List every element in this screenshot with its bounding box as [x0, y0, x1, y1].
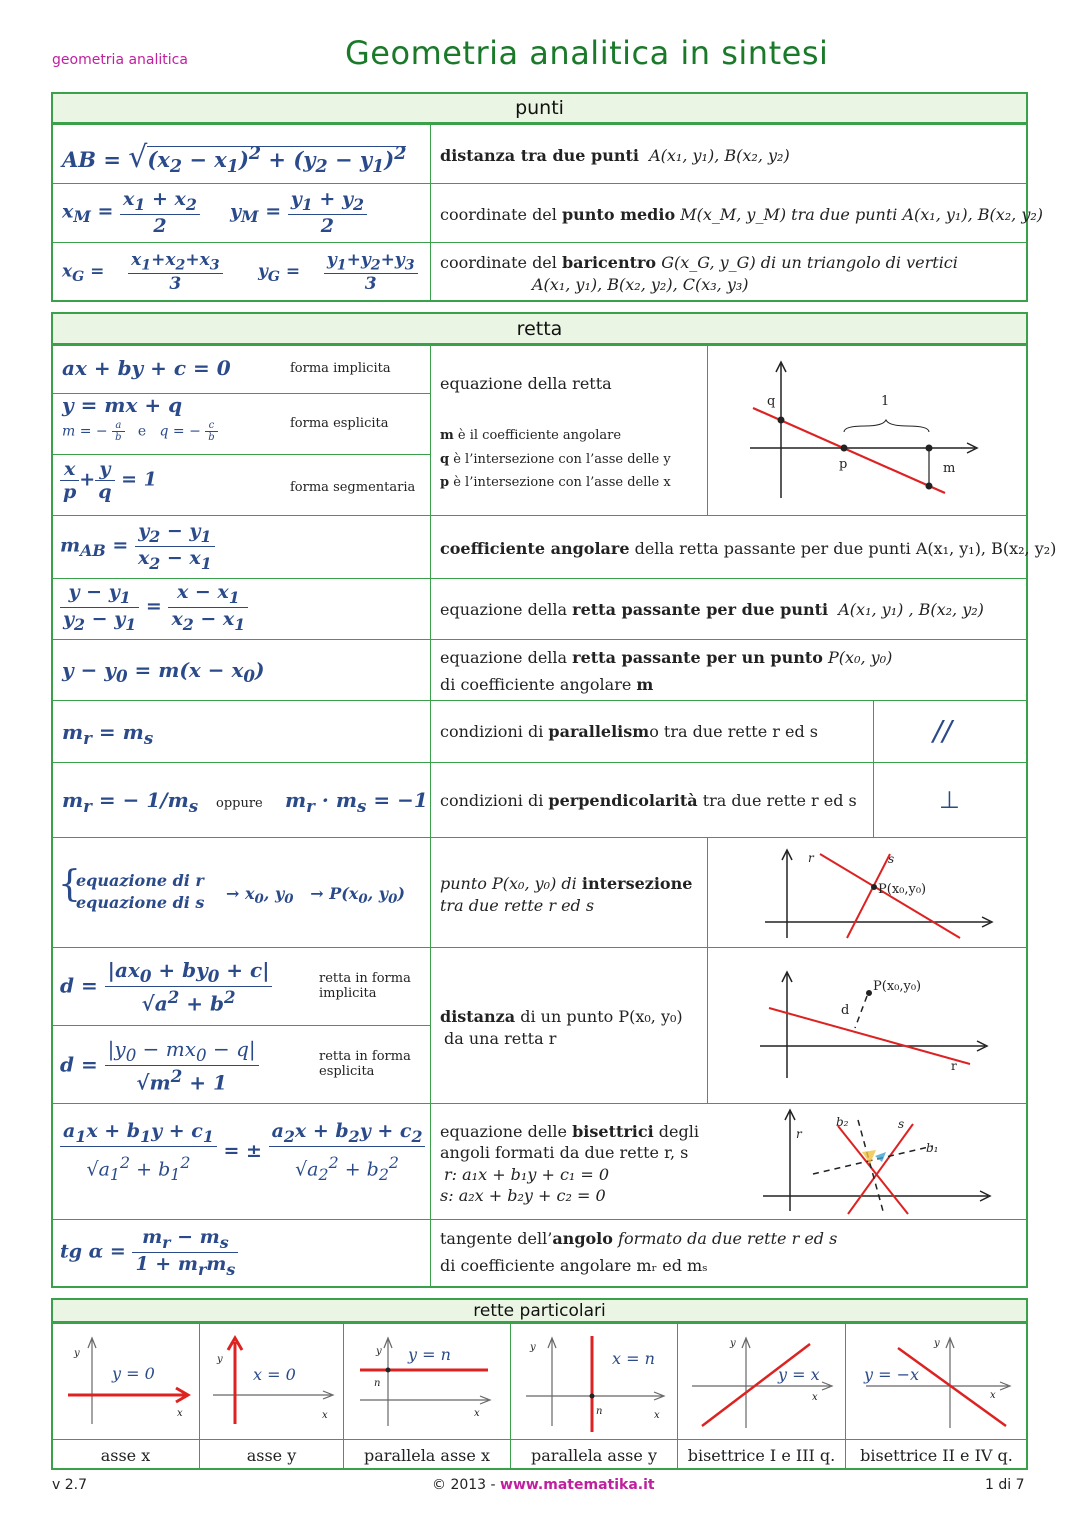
graph-label-m: m: [943, 461, 956, 476]
label-forma-implicita-2: retta in forma implicita: [319, 971, 411, 1001]
formula-retta-due-punti: $\frac{y - y_1}{y_2 - y_1}$ = $\frac{x - x_1}{x_2 - x_1}$: [60, 581, 248, 634]
system-brace: {: [58, 864, 81, 905]
graph-bisettrici: [758, 1106, 998, 1216]
bis-label-b2: b₂: [836, 1115, 849, 1129]
desc-q: q è l’intersezione con l’asse delle y: [440, 452, 671, 467]
desc-tangente: tangente dell’angolo formato da due rette r ed s: [440, 1229, 838, 1248]
desc-retta-un-punto: equazione della retta passante per un punto P(x₀, y₀): [440, 648, 893, 667]
desc-perpendicolarita: condizioni di perpendicolarità tra due rette r ed s: [440, 791, 857, 810]
desc-p: p è l’intersezione con l’asse delle x: [440, 475, 671, 490]
dist-label-d: d: [841, 1003, 850, 1018]
formula-esplicita: y = mx + q: [62, 393, 183, 417]
formula-coef-angolare: $m_{AB}$ = $\frac{y_2 - y_1}{x_2 - x_1}$: [60, 520, 215, 573]
desc-distanza-retta: distanza di un punto P(x₀, y₀): [440, 1007, 683, 1026]
eq-asse-y: x = 0: [253, 1365, 296, 1384]
retta-title: retta: [53, 314, 1026, 346]
formula-distanza-esplicita: d = $\frac{|y_0 - mx_0 - q|}{√m^2 + 1}$: [60, 1037, 259, 1095]
label-parallela-y: parallela asse y: [531, 1446, 657, 1465]
svg-text:x: x: [474, 1408, 480, 1419]
system-eq-r: equazione di r: [76, 871, 204, 890]
graph-retta: [745, 358, 985, 508]
desc-bisettrici-s: s: a₂x + b₂y + c₂ = 0: [440, 1186, 606, 1205]
desc-punto-medio: coordinate del punto medio M(x_M, y_M) tra due punti A(x₁, y₁), B(x₂, y₂): [440, 205, 1044, 224]
desc-distanza-retta-2: da una retta r: [444, 1029, 557, 1048]
formula-perpendicolarita-2: $m_r \cdot m_s = -1$: [285, 788, 428, 816]
graph-label-one: 1: [881, 394, 890, 409]
bis-label-s: s: [898, 1117, 905, 1131]
svg-text:n: n: [596, 1406, 603, 1417]
svg-text:x: x: [812, 1392, 818, 1403]
inter-label-s: s: [888, 852, 895, 866]
formula-distanza-implicita: d = $\frac{|ax_0 + by_0 + c|}{√a^2 + b^2}$: [60, 958, 272, 1016]
formula-bisettrici: $\frac{a_1x + b_1y + c_1}{√a_1^2 + b_1^2}$ = ± $\frac{a_2x + b_2y + c_2}{√a_2^2 + b_2^2}$: [60, 1120, 425, 1184]
formula-punto-medio-x: $x_M$ = $\frac{x_1 + x_2}{2}$: [62, 188, 200, 237]
label-bisettrice-2-4: bisettrice II e IV q.: [860, 1446, 1013, 1465]
desc-baricentro-vertici: A(x₁, y₁), B(x₂, y₂), C(x₃, y₃): [532, 275, 749, 294]
formula-intersezione: → $x_0$, $y_0 \to P(x_0$, $y_0$): [226, 884, 405, 908]
svg-text:y: y: [376, 1346, 382, 1357]
formula-baricentro-y: $y_G$ = $\frac{y_1+y_2+y_3}{3}$: [258, 250, 418, 294]
eq-parallela-y: x = n: [612, 1349, 655, 1368]
label-asse-x: asse x: [100, 1446, 151, 1465]
graph-label-q: q: [767, 394, 776, 409]
desc-intersezione: punto P(x₀, y₀) di intersezione: [440, 874, 693, 893]
label-forma-implicita: forma implicita: [290, 361, 391, 376]
graph-bisettrice-1-3: [684, 1334, 840, 1434]
label-asse-y: asse y: [246, 1446, 297, 1465]
svg-text:x: x: [654, 1410, 660, 1421]
formula-distanza: AB = $√(x_2 - x_1)^2 + (y_2 - y_1)^2$: [62, 140, 407, 178]
desc-bisettrici-2: angoli formati da due rette r, s: [440, 1143, 689, 1162]
graph-parallela-x: [350, 1334, 506, 1434]
graph-asse-y: [205, 1334, 341, 1434]
svg-text:y: y: [530, 1342, 536, 1353]
dist-label-p: P(x₀,y₀): [873, 979, 922, 994]
eq-bisettrice-1-3: y = x: [778, 1365, 820, 1384]
footer-site-link[interactable]: www.matematika.it: [500, 1477, 655, 1493]
formula-parallelismo: $m_r = m_s$: [62, 720, 154, 748]
formula-perpendicolarita: $m_r$ = − $1/m_s$: [62, 788, 199, 816]
svg-text:y: y: [730, 1338, 736, 1349]
formula-punto-medio-y: $y_M$ = $\frac{y_1 + y_2}{2}$: [230, 188, 367, 237]
bis-label-b1: b₁: [926, 1141, 939, 1155]
bis-label-r: r: [796, 1127, 802, 1141]
formula-retta-un-punto: $y - y_0 = m(x - x_0)$: [62, 658, 265, 686]
desc-intersezione-2: tra due rette r ed s: [440, 896, 595, 915]
label-parallela-x: parallela asse x: [364, 1446, 490, 1465]
graph-label-p: p: [839, 457, 848, 472]
footer-page: 1 di 7: [985, 1477, 1025, 1493]
perpendicular-symbol: ⊥: [939, 786, 960, 814]
formula-tangente: tg α = $m_r - m_s$ $1 + m_rm_s$: [60, 1226, 238, 1279]
svg-text:x: x: [322, 1410, 328, 1421]
label-forma-segmentaria: forma segmentaria: [290, 480, 416, 495]
svg-text:n: n: [374, 1378, 381, 1389]
svg-text:y: y: [74, 1348, 80, 1359]
graph-intersezione: [760, 846, 1000, 942]
label-bisettrice-1-3: bisettrice I e III q.: [687, 1446, 836, 1465]
desc-equazione-retta: equazione della retta: [440, 374, 612, 393]
page-title: Geometria analitica in sintesi: [345, 34, 829, 72]
header-subject: geometria analitica: [52, 52, 188, 68]
graph-bisettrice-2-4: [852, 1334, 1022, 1434]
svg-text:x: x: [177, 1408, 183, 1419]
formula-m-q: m = − $\frac{a}{b}$ e q = − $\frac{c}{b}$: [62, 420, 218, 443]
footer-copyright: © 2013 - www.matematika.it: [432, 1477, 655, 1493]
inter-label-p: P(x₀,y₀): [878, 882, 927, 897]
formula-baricentro-x: $x_G$ = $\frac{x_1+x_2+x_3}{3}$: [62, 250, 223, 294]
desc-retta-due-punti: equazione della retta passante per due punti A(x₁, y₁) , B(x₂, y₂): [440, 600, 984, 619]
graph-asse-x: [60, 1334, 196, 1434]
rette-particolari-title: rette particolari: [53, 1300, 1026, 1324]
graph-distanza: [755, 966, 995, 1086]
footer-version: v 2.7: [52, 1477, 87, 1493]
graph-parallela-y: [516, 1334, 672, 1434]
dist-label-r: r: [951, 1059, 957, 1073]
desc-coef-angolare: coefficiente angolare della retta passante per due punti A(x₁, y₁), B(x₂, y₂): [440, 539, 1057, 558]
svg-text:y: y: [217, 1354, 223, 1365]
svg-text:y: y: [934, 1338, 940, 1349]
label-forma-esplicita-2: retta in forma esplicita: [319, 1049, 411, 1079]
desc-distanza: distanza tra due punti A(x₁, y₁), B(x₂, y₂): [440, 146, 790, 165]
eq-parallela-x: y = n: [408, 1345, 451, 1364]
desc-parallelismo: condizioni di parallelismo tra due rette r ed s: [440, 722, 818, 741]
label-forma-esplicita: forma esplicita: [290, 416, 389, 431]
parallel-symbol: //: [933, 714, 952, 747]
desc-retta-un-punto-2: di coefficiente angolare m: [440, 675, 654, 694]
formula-implicita: ax + by + c = 0: [62, 356, 231, 380]
desc-tangente-2: di coefficiente angolare mᵣ ed mₛ: [440, 1256, 708, 1275]
desc-baricentro: coordinate del baricentro G(x_G, y_G) di un triangolo di vertici: [440, 253, 958, 272]
eq-bisettrice-2-4: y = −x: [864, 1365, 920, 1384]
desc-m: m è il coefficiente angolare: [440, 428, 622, 443]
formula-segmentaria: $\frac{x}{p}$ + $\frac{y}{q}$ = 1: [60, 458, 157, 503]
desc-bisettrici: equazione delle bisettrici degli: [440, 1122, 699, 1141]
desc-bisettrici-r: r: a₁x + b₁y + c₁ = 0: [444, 1165, 610, 1184]
svg-text:x: x: [990, 1390, 996, 1401]
inter-label-r: r: [808, 851, 814, 865]
punti-title: punti: [53, 94, 1026, 125]
system-eq-s: equazione di s: [76, 893, 205, 912]
label-oppure: oppure: [216, 796, 263, 811]
eq-asse-x: y = 0: [112, 1364, 155, 1383]
